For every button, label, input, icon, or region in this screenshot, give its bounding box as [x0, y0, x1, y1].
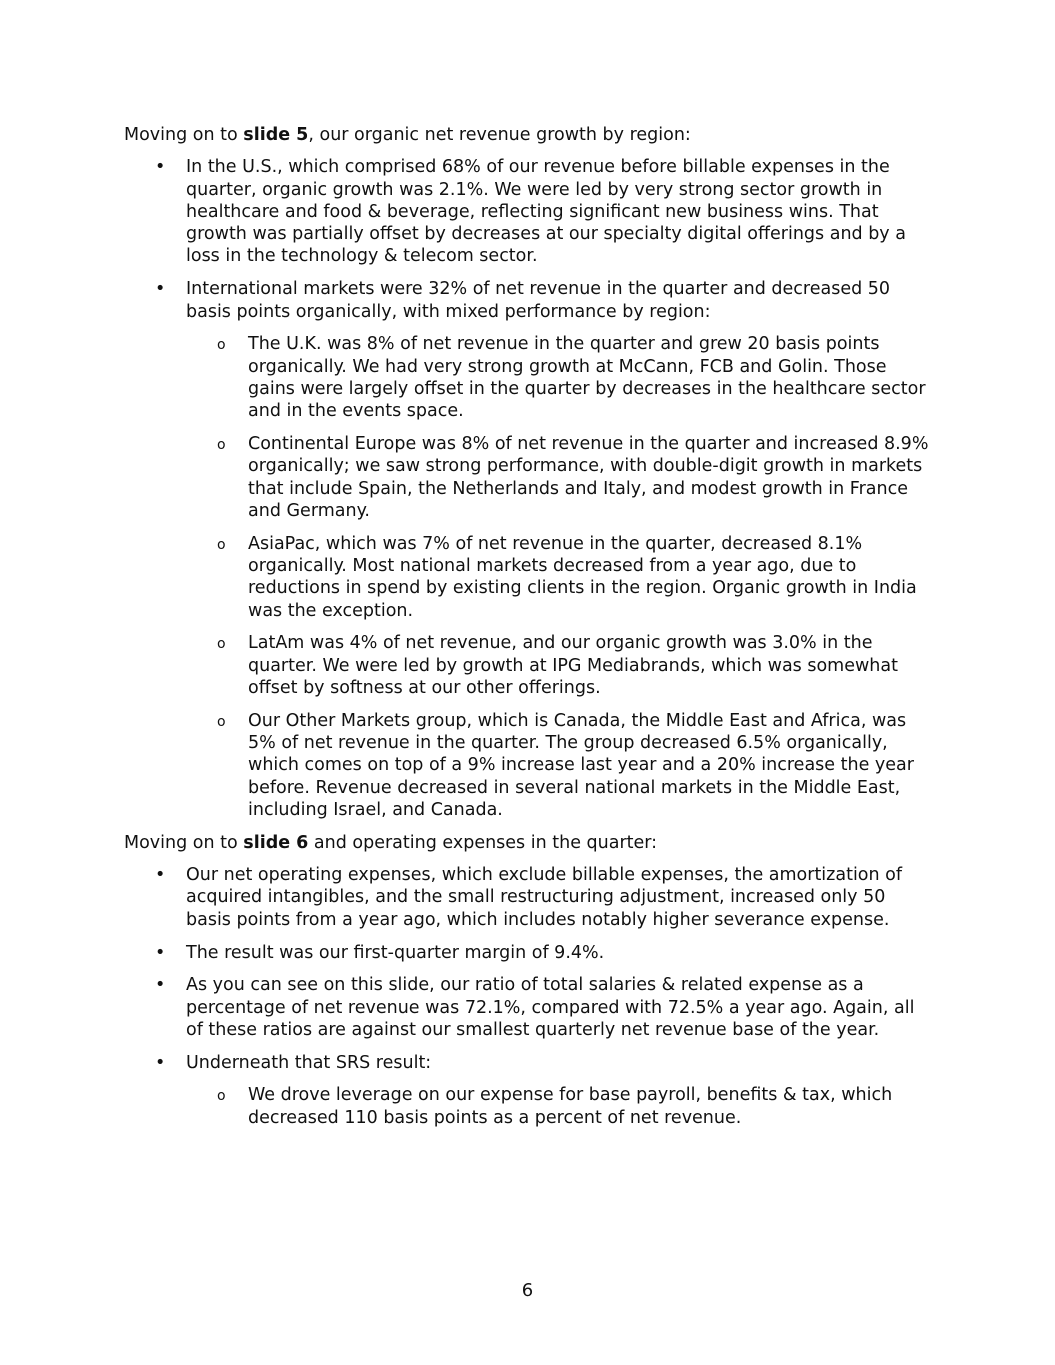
- list-item: • International markets were 32% of net revenue in the quarter and decreased 50 basis points organically, with mixed performance by region: o The U.K. was 8% of net revenue in the quarter and grew 20 basis points organically. We had very strong growth at McCann, FCB and Golin. Those gains were largely offset in the quarter by decreases in the healthcare sector and in the events space. o Continental Europe was 8% of net revenue in the quarter and increased 8.9% organically; we saw strong performance, with double-digit growth in markets that include Spain, the Netherlands and Italy, and modest growth in France and Germany. o AsiaPac, which was 7% of net revenue in the quarter, decreased 8.1% organically. Most national markets decreased from a year ago, due to reductions in spend by existing clients in the region. Organic growth in India was the exception. o LatAm was 4% of net revenue, and our organic growth was 3.0% in the quarter. We were led by growth at IPG Mediabrands, which was somewhat offset by softness at our other offerings. o Our Other Markets group, which is Canada, the Middle East and Africa, was 5% of net revenue in the quarter. The group decreased 6.5% organically, which comes on top of a 9% increase last year and a 20% increase the year before. Revenue decreased in several national markets in the Middle East, including Israel, and Canada.: [124, 278, 934, 821]
- list-item: • The result was our first-quarter margin of 9.4%.: [155, 942, 605, 963]
- list-item: • Our net operating expenses, which exclude billable expenses, the amortization of acquired intangibles, and the small restructuring adjustment, increased only 50 basis points from a year ago, which includes notably higher severance expense.: [155, 865, 903, 930]
- bullet-icon: •: [155, 157, 166, 178]
- bullet-icon: •: [155, 942, 166, 963]
- bullet-icon: •: [155, 865, 166, 886]
- circle-bullet-icon: o: [217, 636, 226, 653]
- page-content: [124, 124, 934, 1140]
- expense-bullet-list: [124, 864, 934, 1129]
- international-sub-list: [186, 333, 934, 821]
- circle-bullet-icon: o: [217, 713, 226, 730]
- bullet-icon: •: [155, 1052, 166, 1073]
- page-number: 6: [521, 1280, 534, 1301]
- list-item: • As you can see on this slide, our ratio of total salaries & related expense as a percentage of net revenue was 72.1%, compared with 72.5% a year ago. Again, all of these ratios are against our smallest quarterly net revenue base of the year.: [155, 975, 915, 1040]
- circle-bullet-icon: o: [217, 1088, 226, 1105]
- bullet-icon: •: [155, 975, 166, 996]
- circle-bullet-icon: o: [217, 337, 226, 354]
- sub-list-item: o Continental Europe was 8% of net revenue in the quarter and increased 8.9% organically; we saw strong performance, with double-digit growth in markets that include Spain, the Netherlands and Italy, and modest growth in France and Germany.: [217, 434, 929, 521]
- list-item: • In the U.S., which comprised 68% of our revenue before billable expenses in the quarter, organic growth was 2.1%. We were led by very strong sector growth in healthcare and food & beverage, reflecting significant new business wins. That growth was partially offset by decreases at our specialty digital offerings and by a loss in the technology & telecom sector.: [155, 157, 906, 267]
- sub-list-item: o AsiaPac, which was 7% of net revenue in the quarter, decreased 8.1% organically. Most national markets decreased from a year ago, due to reductions in spend by existing clients in the region. Organic growth in India was the exception.: [217, 533, 917, 621]
- circle-bullet-icon: o: [217, 536, 226, 553]
- bullet-icon: •: [155, 279, 166, 300]
- slide-6-ref: slide 6: [243, 832, 309, 853]
- section-lead-slide-6: Moving on to slide 6 and operating expenses in the quarter:: [124, 832, 658, 853]
- region-bullet-list: [124, 156, 934, 821]
- srs-sub-list: [186, 1084, 934, 1129]
- slide-5-ref: slide 5: [243, 125, 309, 145]
- section-lead-slide-5: Moving on to slide 5, our organic net revenue growth by region:: [124, 125, 691, 145]
- list-item: • Underneath that SRS result: o We drove leverage on our expense for base payroll, benefits & tax, which decreased 110 basis points as a percent of net revenue.: [124, 1052, 934, 1129]
- sub-list-item: o LatAm was 4% of net revenue, and our organic growth was 3.0% in the quarter. We were led by growth at IPG Mediabrands, which was somewhat offset by softness at our other offerings.: [217, 633, 898, 699]
- sub-list-item: o We drove leverage on our expense for base payroll, benefits & tax, which decreased 110 basis points as a percent of net revenue.: [217, 1085, 893, 1128]
- sub-list-item: o The U.K. was 8% of net revenue in the quarter and grew 20 basis points organically. We had very strong growth at McCann, FCB and Golin. Those gains were largely offset in the quarter by decreases in the healthcare sector and in the events space.: [217, 334, 926, 422]
- sub-list-item: o Our Other Markets group, which is Canada, the Middle East and Africa, was 5% of net revenue in the quarter. The group decreased 6.5% organically, which comes on top of a 9% increase last year and a 20% increase the year before. Revenue decreased in several national markets in the Middle East, including Israel, and Canada.: [217, 710, 914, 821]
- circle-bullet-icon: o: [217, 437, 226, 454]
